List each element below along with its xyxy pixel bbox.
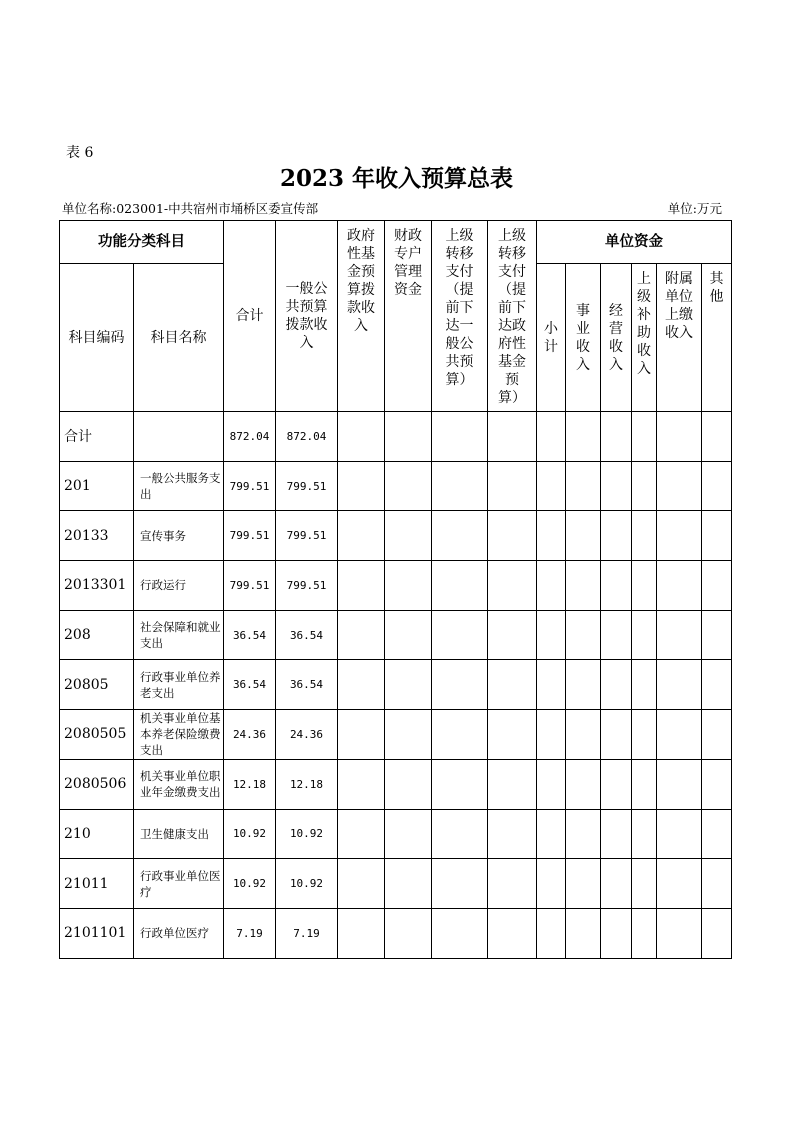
unit-funds-header: 单位资金 xyxy=(537,221,732,264)
transfer-general-header: 上级转移支付（提前下达一般公共预算） xyxy=(432,221,488,412)
code-cell: 20133 xyxy=(60,511,134,561)
name-cell: 机关事业单位职业年金缴费支出 xyxy=(134,759,224,809)
special-account-header: 财政专户管理资金 xyxy=(385,221,432,412)
total-header: 合计 xyxy=(224,221,276,412)
name-header: 科目名称 xyxy=(134,264,224,412)
general-cell: 799.51 xyxy=(276,461,338,511)
total-cell: 10.92 xyxy=(224,809,276,859)
code-cell: 210 xyxy=(60,809,134,859)
currency-unit-label: 单位:万元 xyxy=(667,201,722,216)
total-cell: 799.51 xyxy=(224,511,276,561)
table-row xyxy=(60,859,732,909)
code-cell: 208 xyxy=(60,610,134,660)
table-row xyxy=(60,561,732,611)
code-header: 科目编码 xyxy=(60,264,134,412)
general-cell: 10.92 xyxy=(276,859,338,909)
business-income-header: 事业收入 xyxy=(566,264,601,412)
name-cell: 行政运行 xyxy=(134,561,224,611)
name-cell: 行政事业单位养老支出 xyxy=(134,660,224,710)
general-cell: 12.18 xyxy=(276,759,338,809)
code-cell: 2101101 xyxy=(60,908,134,958)
table-row xyxy=(60,511,732,561)
code-cell: 21011 xyxy=(60,859,134,909)
table-row xyxy=(60,809,732,859)
total-cell: 12.18 xyxy=(224,759,276,809)
table-row xyxy=(60,610,732,660)
unit-name-label: 单位名称:023001-中共宿州市埇桥区委宣传部 xyxy=(62,201,319,216)
name-cell: 一般公共服务支出 xyxy=(134,461,224,511)
func-class-header: 功能分类科目 xyxy=(60,221,224,264)
name-cell: 社会保障和就业支出 xyxy=(134,610,224,660)
name-cell: 卫生健康支出 xyxy=(134,809,224,859)
code-cell: 合计 xyxy=(60,412,134,462)
page-title: 2023 年收入预算总表 xyxy=(279,165,514,192)
code-cell: 2013301 xyxy=(60,561,134,611)
name-cell: 机关事业单位基本养老保险缴费支出 xyxy=(134,710,224,760)
transfer-fund-header: 上级转移支付（提前下达政府性基金预算） xyxy=(488,221,537,412)
total-cell: 799.51 xyxy=(224,461,276,511)
total-cell: 36.54 xyxy=(224,610,276,660)
name-cell: 行政事业单位医疗 xyxy=(134,859,224,909)
table-row xyxy=(60,461,732,511)
general-cell: 36.54 xyxy=(276,660,338,710)
gov-fund-header: 政府性基金预算拨款收入 xyxy=(338,221,385,412)
total-cell: 872.04 xyxy=(224,412,276,462)
table-row xyxy=(60,660,732,710)
table-row xyxy=(60,412,732,462)
general-cell: 24.36 xyxy=(276,710,338,760)
name-cell: 行政单位医疗 xyxy=(134,908,224,958)
name-cell xyxy=(134,412,224,462)
code-cell: 20805 xyxy=(60,660,134,710)
subtotal-header: 小计 xyxy=(537,264,566,412)
other-income-header: 其他 xyxy=(702,264,732,412)
table-number: 表 6 xyxy=(66,145,94,161)
code-cell: 201 xyxy=(60,461,134,511)
code-cell: 2080505 xyxy=(60,710,134,760)
general-cell: 36.54 xyxy=(276,610,338,660)
general-budget-header: 一般公共预算拨款收入 xyxy=(276,221,338,412)
general-cell: 7.19 xyxy=(276,908,338,958)
total-cell: 7.19 xyxy=(224,908,276,958)
code-cell: 2080506 xyxy=(60,759,134,809)
general-cell: 872.04 xyxy=(276,412,338,462)
name-cell: 宣传事务 xyxy=(134,511,224,561)
affiliate-income-header: 附属单位上缴收入 xyxy=(657,264,702,412)
total-cell: 799.51 xyxy=(224,561,276,611)
general-cell: 799.51 xyxy=(276,561,338,611)
general-cell: 10.92 xyxy=(276,809,338,859)
table-row xyxy=(60,908,732,958)
table-row xyxy=(60,710,732,760)
general-cell: 799.51 xyxy=(276,511,338,561)
operating-income-header: 经营收入 xyxy=(601,264,632,412)
income-budget-table xyxy=(59,220,732,959)
total-cell: 10.92 xyxy=(224,859,276,909)
total-cell: 24.36 xyxy=(224,710,276,760)
table-row xyxy=(60,759,732,809)
total-cell: 36.54 xyxy=(224,660,276,710)
superior-subsidy-header: 上级补助收入 xyxy=(632,264,657,412)
